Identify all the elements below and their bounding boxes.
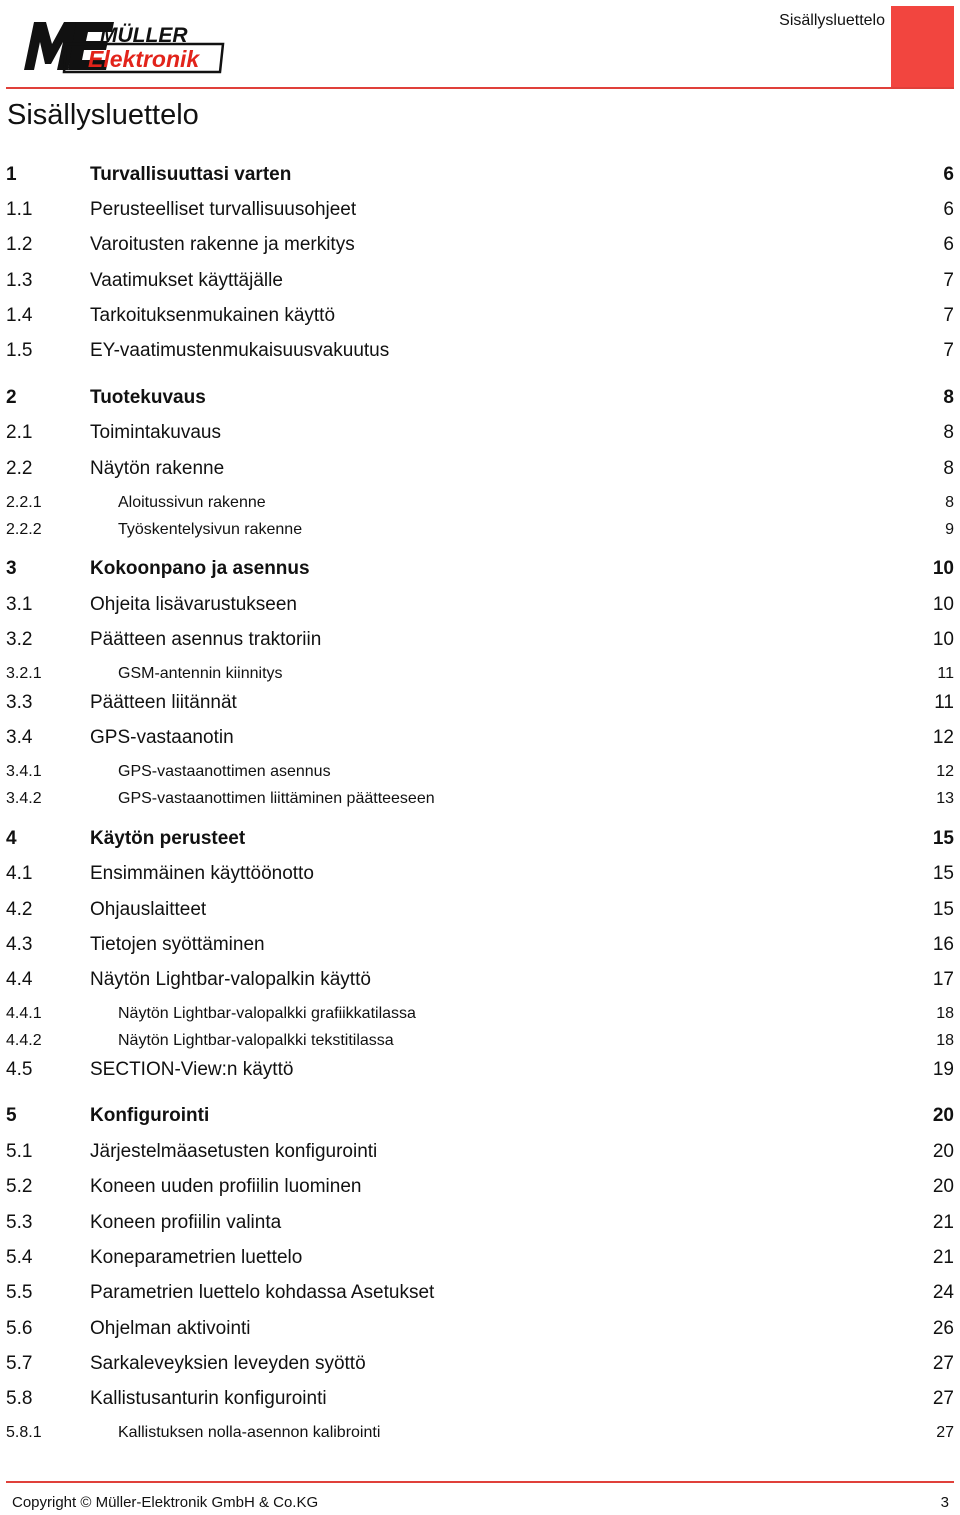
toc-entry[interactable] bbox=[6, 230, 954, 260]
toc-entry[interactable] bbox=[6, 590, 954, 620]
toc-entry-page: 18 bbox=[936, 1005, 954, 1022]
toc-entry-page: 8 bbox=[943, 458, 954, 479]
toc-entry-page: 11 bbox=[937, 665, 954, 682]
toc-entry-page: 19 bbox=[932, 1059, 954, 1080]
toc-entry-title: Näytön rakenne bbox=[90, 458, 225, 479]
toc-entry-num: 5.5 bbox=[6, 1282, 33, 1303]
toc-entry[interactable] bbox=[6, 895, 954, 925]
toc-entry[interactable] bbox=[6, 688, 954, 718]
toc-entry-num: 3.1 bbox=[6, 594, 33, 615]
toc-entry-num: 5.2 bbox=[6, 1176, 33, 1197]
toc-entry-title: Ohjauslaitteet bbox=[90, 899, 207, 920]
toc-entry-page: 12 bbox=[936, 763, 954, 780]
toc-entry[interactable] bbox=[6, 1101, 954, 1131]
toc-entry-page: 17 bbox=[932, 969, 954, 990]
toc-entry[interactable] bbox=[6, 1278, 954, 1308]
toc-entry-num: 4.5 bbox=[6, 1059, 33, 1080]
toc-entry-page: 16 bbox=[932, 934, 954, 955]
toc-entry-num: 2.2.2 bbox=[6, 521, 42, 538]
toc-entry-page: 12 bbox=[932, 727, 954, 748]
toc-entry-num: 4.4.1 bbox=[6, 1005, 42, 1022]
toc-entry[interactable] bbox=[6, 723, 954, 753]
toc-entry[interactable] bbox=[6, 1055, 954, 1085]
footer-copyright: Copyright © Müller-Elektronik GmbH & Co.KG bbox=[12, 1494, 319, 1511]
toc-entry-page: 21 bbox=[932, 1212, 954, 1233]
toc-entry-title: Tuotekuvaus bbox=[90, 387, 206, 408]
toc-entry-page: 6 bbox=[943, 234, 954, 255]
toc-entry-page: 24 bbox=[932, 1282, 954, 1303]
toc-entry-title: GPS-vastaanotin bbox=[90, 727, 234, 748]
toc-entry-page: 7 bbox=[943, 305, 954, 326]
toc-entry-num: 4.4.2 bbox=[6, 1032, 42, 1049]
toc-entry-num: 1 bbox=[6, 164, 17, 185]
toc-entry-title: Päätteen liitännät bbox=[90, 692, 237, 713]
toc-entry-title: Ohjelman aktivointi bbox=[90, 1318, 251, 1339]
toc-entry-page: 10 bbox=[932, 629, 954, 650]
toc-entry-title: Parametrien luettelo kohdassa Asetukset bbox=[90, 1282, 435, 1303]
toc-entry-num: 5.7 bbox=[6, 1353, 33, 1374]
toc-entry-title: Turvallisuuttasi varten bbox=[90, 164, 292, 185]
toc-entry-page: 11 bbox=[934, 692, 954, 713]
toc-entry-title: Käytön perusteet bbox=[90, 828, 246, 849]
toc-entry[interactable] bbox=[6, 195, 954, 225]
toc-entry-title: Koneen profiilin valinta bbox=[90, 1212, 282, 1233]
toc-entry-num: 5.6 bbox=[6, 1318, 33, 1339]
toc-entry-title: Näytön Lightbar-valopalkki tekstitilassa bbox=[118, 1032, 394, 1049]
toc-entry-title: Kallistuksen nolla-asennon kalibrointi bbox=[118, 1424, 381, 1441]
toc-entry-page: 8 bbox=[943, 387, 954, 408]
toc-entry[interactable] bbox=[6, 859, 954, 889]
toc-entry-page: 26 bbox=[932, 1318, 954, 1339]
toc-entry[interactable] bbox=[6, 625, 954, 655]
toc-entry-title: Perusteelliset turvallisuusohjeet bbox=[90, 199, 357, 220]
toc-entry[interactable] bbox=[6, 1172, 954, 1202]
toc-entry-num: 4 bbox=[6, 828, 17, 849]
toc-entry-page: 15 bbox=[932, 863, 954, 884]
toc-entry-page: 20 bbox=[932, 1141, 954, 1162]
toc-entry-page: 20 bbox=[932, 1105, 954, 1126]
toc-entry-num: 5.1 bbox=[6, 1141, 33, 1162]
toc-entry-page: 15 bbox=[932, 828, 954, 849]
toc-entry[interactable] bbox=[6, 383, 954, 413]
toc-entry-num: 5 bbox=[6, 1105, 17, 1126]
toc-entry-num: 2.2.1 bbox=[6, 494, 42, 511]
toc-entry[interactable] bbox=[6, 301, 954, 331]
toc-entry-num: 1.3 bbox=[6, 270, 33, 291]
toc-entry-num: 3.4.2 bbox=[6, 790, 42, 807]
toc-entry-title: Ohjeita lisävarustukseen bbox=[90, 594, 297, 615]
toc-entry-page: 6 bbox=[943, 164, 954, 185]
toc-entry[interactable] bbox=[6, 418, 954, 448]
toc-entry-page: 7 bbox=[943, 270, 954, 291]
toc-entry-page: 27 bbox=[932, 1353, 954, 1374]
logo-text-muller: MÜLLER bbox=[100, 24, 188, 47]
toc-entry[interactable] bbox=[6, 336, 954, 366]
toc-entry-num: 1.2 bbox=[6, 234, 33, 255]
toc-entry[interactable] bbox=[6, 999, 954, 1029]
toc-entry-num: 1.5 bbox=[6, 340, 33, 361]
toc-entry-num: 3.2.1 bbox=[6, 665, 42, 682]
toc-entry[interactable] bbox=[6, 1314, 954, 1344]
toc-entry[interactable] bbox=[6, 659, 954, 689]
toc-entry-title: EY-vaatimustenmukaisuusvakuutus bbox=[90, 340, 390, 361]
toc-entry-title: GPS-vastaanottimen asennus bbox=[118, 763, 331, 780]
toc-entry-page: 15 bbox=[932, 899, 954, 920]
toc-entry-num: 3.4.1 bbox=[6, 763, 42, 780]
toc-entry-title: Ensimmäinen käyttöönotto bbox=[90, 863, 314, 884]
toc-entry[interactable] bbox=[6, 554, 954, 584]
toc-entry[interactable] bbox=[6, 488, 954, 518]
toc-entry-num: 3.3 bbox=[6, 692, 33, 713]
toc-entry[interactable] bbox=[6, 160, 954, 190]
running-header-title: Sisällysluettelo bbox=[779, 12, 885, 29]
toc-entry[interactable] bbox=[6, 784, 954, 814]
toc-entry[interactable] bbox=[6, 824, 954, 854]
toc-entry-page: 8 bbox=[945, 494, 954, 511]
toc-entry[interactable] bbox=[6, 515, 954, 545]
toc-entry-title: Vaatimukset käyttäjälle bbox=[90, 270, 283, 291]
footer-divider bbox=[6, 1481, 954, 1483]
toc-entry-page: 20 bbox=[932, 1176, 954, 1197]
toc-entry-title: SECTION-View:n käyttö bbox=[90, 1059, 294, 1080]
toc-entry-page: 6 bbox=[943, 199, 954, 220]
toc-entry-page: 27 bbox=[936, 1424, 954, 1441]
chapter-tab bbox=[891, 6, 954, 87]
footer-page-number: 3 bbox=[940, 1494, 949, 1511]
page-title: Sisällysluettelo bbox=[7, 99, 199, 131]
toc-entry-num: 2.2 bbox=[6, 458, 33, 479]
toc-entry-title: Päätteen asennus traktoriin bbox=[90, 629, 322, 650]
toc-entry-num: 4.1 bbox=[6, 863, 33, 884]
toc-entry-page: 9 bbox=[945, 521, 954, 538]
toc-entry-title: Toimintakuvaus bbox=[90, 422, 221, 443]
toc-entry-page: 27 bbox=[932, 1388, 954, 1409]
toc-entry-num: 2.1 bbox=[6, 422, 33, 443]
toc-entry-num: 3.4 bbox=[6, 727, 33, 748]
toc-entry-num: 5.4 bbox=[6, 1247, 33, 1268]
toc-entry[interactable] bbox=[6, 1418, 954, 1448]
toc-entry-title: Sarkaleveyksien leveyden syöttö bbox=[90, 1353, 366, 1374]
toc-entry-num: 1.4 bbox=[6, 305, 33, 326]
toc-entry-title: GSM-antennin kiinnitys bbox=[118, 665, 283, 682]
toc-entry[interactable] bbox=[6, 965, 954, 995]
toc-entry[interactable] bbox=[6, 1349, 954, 1379]
toc-entry-title: Konfigurointi bbox=[90, 1105, 210, 1126]
logo-text-elektronik: Elektronik bbox=[88, 46, 200, 72]
toc-entry-page: 10 bbox=[932, 594, 954, 615]
toc-entry-title: Tietojen syöttäminen bbox=[90, 934, 265, 955]
toc-entry[interactable] bbox=[6, 1208, 954, 1238]
toc-entry-title: Koneparametrien luettelo bbox=[90, 1247, 303, 1268]
toc-entry-page: 7 bbox=[943, 340, 954, 361]
toc-entry-title: Järjestelmäasetusten konfigurointi bbox=[90, 1141, 378, 1162]
toc-entry-num: 4.2 bbox=[6, 899, 33, 920]
toc-entry-page: 18 bbox=[936, 1032, 954, 1049]
toc-entry-num: 5.8.1 bbox=[6, 1424, 42, 1441]
toc-entry[interactable] bbox=[6, 266, 954, 296]
page-header bbox=[0, 0, 960, 90]
toc-entry-num: 5.3 bbox=[6, 1212, 33, 1233]
toc-entry-page: 21 bbox=[932, 1247, 954, 1268]
toc-entry-title: Varoitusten rakenne ja merkitys bbox=[90, 234, 355, 255]
toc-entry-num: 4.4 bbox=[6, 969, 33, 990]
toc-entry-title: Tarkoituksenmukainen käyttö bbox=[90, 305, 336, 326]
toc-entry[interactable] bbox=[6, 1384, 954, 1414]
toc-entry[interactable] bbox=[6, 757, 954, 787]
toc-entry-num: 1.1 bbox=[6, 199, 33, 220]
toc-entry-num: 3 bbox=[6, 558, 17, 579]
toc-entry[interactable] bbox=[6, 930, 954, 960]
company-logo bbox=[18, 14, 228, 76]
toc-entry-page: 8 bbox=[943, 422, 954, 443]
toc-entry-page: 10 bbox=[932, 558, 954, 579]
toc-entry-num: 2 bbox=[6, 387, 17, 408]
toc-entry-num: 5.8 bbox=[6, 1388, 33, 1409]
toc-entry-title: Näytön Lightbar-valopalkin käyttö bbox=[90, 969, 371, 990]
toc-entry[interactable] bbox=[6, 454, 954, 484]
toc-entry[interactable] bbox=[6, 1243, 954, 1273]
toc-entry-title: Kallistusanturin konfigurointi bbox=[90, 1388, 327, 1409]
header-divider bbox=[6, 87, 954, 89]
toc-entry[interactable] bbox=[6, 1137, 954, 1167]
toc-entry-title: Työskentelysivun rakenne bbox=[118, 521, 303, 538]
toc-entry-page: 13 bbox=[936, 790, 954, 807]
toc-entry-num: 3.2 bbox=[6, 629, 33, 650]
toc-entry-title: Koneen uuden profiilin luominen bbox=[90, 1176, 362, 1197]
toc-entry-title: Näytön Lightbar-valopalkki grafiikkatilassa bbox=[118, 1005, 416, 1022]
toc-entry-num: 4.3 bbox=[6, 934, 33, 955]
toc-entry-title: GPS-vastaanottimen liittäminen päätteeseen bbox=[118, 790, 435, 807]
toc-entry[interactable] bbox=[6, 1026, 954, 1056]
toc-entry-title: Kokoonpano ja asennus bbox=[90, 558, 310, 579]
toc-entry-title: Aloitussivun rakenne bbox=[118, 494, 266, 511]
